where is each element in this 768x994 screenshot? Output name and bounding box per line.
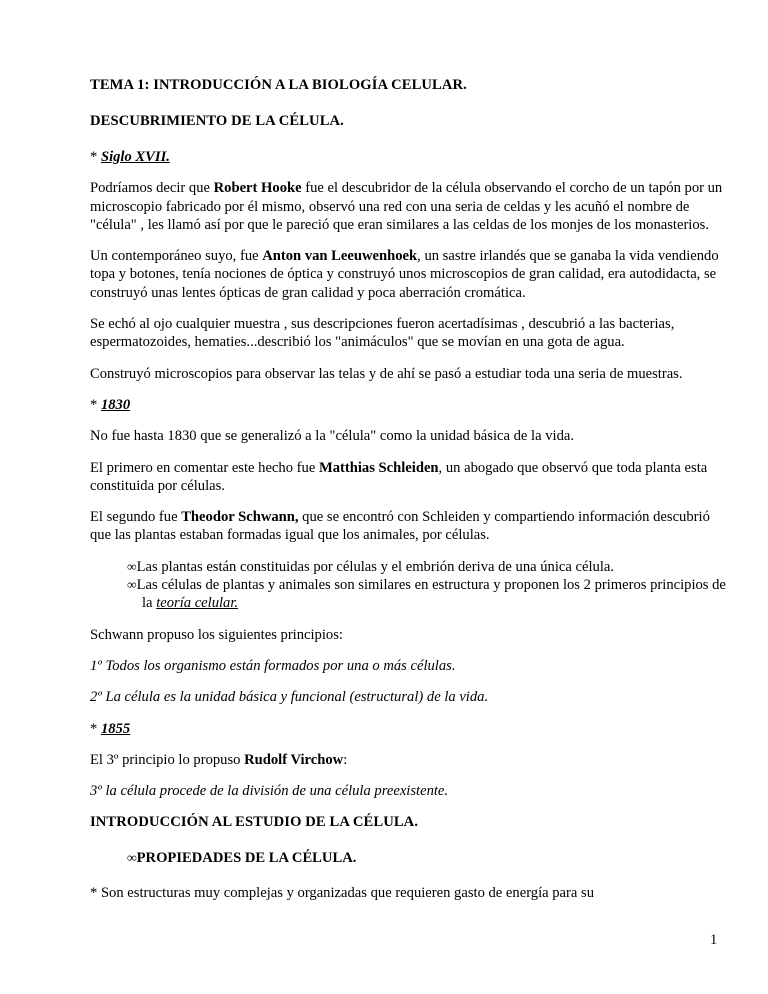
paragraph-telas: Construyó microscopios para observar las telas y de ahí se pasó a estudiar toda una seria de muestras. [90, 365, 683, 382]
section-heading-descubrimiento: DESCUBRIMIENTO DE LA CÉLULA. [90, 113, 344, 129]
list-item-text: Las células de plantas y animales son similares en estructura y proponen los 2 primeros principios de [136, 577, 726, 594]
marker-1830 [90, 396, 726, 414]
infinity-bullet-icon: ∞ [127, 850, 137, 866]
subsection-heading-text: PROPIEDADES DE LA CÉLULA. [136, 850, 357, 867]
list-item [90, 576, 726, 594]
list-item-text-pre: la [142, 595, 157, 612]
virchow-name: Rudolf Virchow [244, 751, 344, 768]
schleiden-text-pre: El primero en comentar este hecho fue [90, 459, 319, 476]
schleiden-text-post: , un abogado que observó que toda planta esta constituida por células. [90, 459, 708, 494]
schwann-name: Theodor Schwann, [181, 509, 299, 526]
paragraph-principios-intro: Schwann propuso los siguientes principios: [90, 626, 343, 643]
principle-3: 3º la célula procede de la división de una célula preexistente. [90, 783, 449, 800]
document-body [90, 76, 726, 916]
schleiden-name: Matthias Schleiden [318, 459, 439, 476]
paragraph-schleiden [90, 459, 726, 496]
virchow-text-pre: El 3º principio lo propuso [90, 751, 245, 768]
page-number: 1 [710, 932, 718, 948]
infinity-bullet-icon: ∞ [127, 577, 137, 593]
schwann-text-pre: El segundo fue [90, 509, 182, 526]
paragraph-schwann [90, 508, 726, 545]
list-item-text: Las plantas están constituidas por células y el embrión deriva de una única célula. [136, 558, 615, 575]
principle-2: 2º La célula es la unidad básica y funcional (estructural) de la vida. [90, 689, 489, 706]
leeuwenhoek-text-post: , un sastre irlandés que se ganaba la vida vendiendo topa y botones, tenía nociones de óptica y construyó unos microscopios de gran calidad, era autodidacta, se construyó unas lentes ópticas de gran calidad y poca aberración cromática. [90, 248, 719, 301]
marker-1855 [90, 720, 726, 738]
hooke-name: Robert Hooke [213, 180, 302, 197]
paragraph-virchow [90, 751, 726, 769]
list-item-continuation [90, 594, 726, 612]
paragraph-propiedades-item: * Son estructuras muy complejas y organizadas que requieren gasto de energía para su [90, 885, 594, 902]
subsection-heading-propiedades [90, 849, 726, 867]
hooke-text-post: fue el descubridor de la célula observando el corcho de un tapón por un microscopio fabricado por él mismo, observó una red con una seria de celdas y les acuñó el nombre de "célula" , les llamó así por que le pareció que eran similares a las celdas de los monjes de los monasterios. [90, 180, 723, 233]
leeuwenhoek-text-pre: Un contemporáneo suyo, fue [90, 248, 263, 265]
hooke-text-pre: Podríamos decir que [90, 180, 214, 197]
marker-label: 1855 [100, 720, 131, 737]
paragraph-leeuwenhoek [90, 247, 726, 302]
marker-star: * [90, 149, 101, 165]
teoria-celular-emphasis: teoría celular. [156, 595, 239, 612]
marker-star: * [90, 720, 101, 737]
marker-label: Siglo XVII. [100, 149, 170, 165]
paragraph-unidad-basica: No fue hasta 1830 que se generalizó a la "célula" como la unidad básica de la vida. [90, 428, 574, 445]
paragraph-descripciones: Se echó al ojo cualquier muestra , sus descripciones fueron acertadísimas , descubrió a las bacterias, espermatozoides, hematies...describió los "animáculos" que se movían en una gota de agua. [90, 316, 675, 351]
principle-1: 1º Todos los organismo están formados por una o más células. [90, 657, 456, 674]
list-item [90, 558, 726, 576]
section-heading-introduccion-estudio: INTRODUCCIÓN AL ESTUDIO DE LA CÉLULA. [90, 814, 419, 831]
bullet-list-principios [90, 558, 726, 613]
schwann-text-post: que se encontró con Schleiden y compartiendo información descubrió que las plantas estaban formadas igual que los animales, por células. [90, 509, 710, 544]
marker-star: * [90, 396, 101, 413]
page-title: TEMA 1: INTRODUCCIÓN A LA BIOLOGÍA CELULAR. [90, 77, 467, 93]
marker-label: 1830 [100, 396, 131, 413]
paragraph-robert-hooke [90, 179, 726, 234]
virchow-text-post: : [343, 751, 348, 768]
infinity-bullet-icon: ∞ [127, 558, 137, 574]
leeuwenhoek-name: Anton van Leeuwenhoek [262, 248, 418, 265]
marker-siglo-xvii [90, 148, 726, 166]
